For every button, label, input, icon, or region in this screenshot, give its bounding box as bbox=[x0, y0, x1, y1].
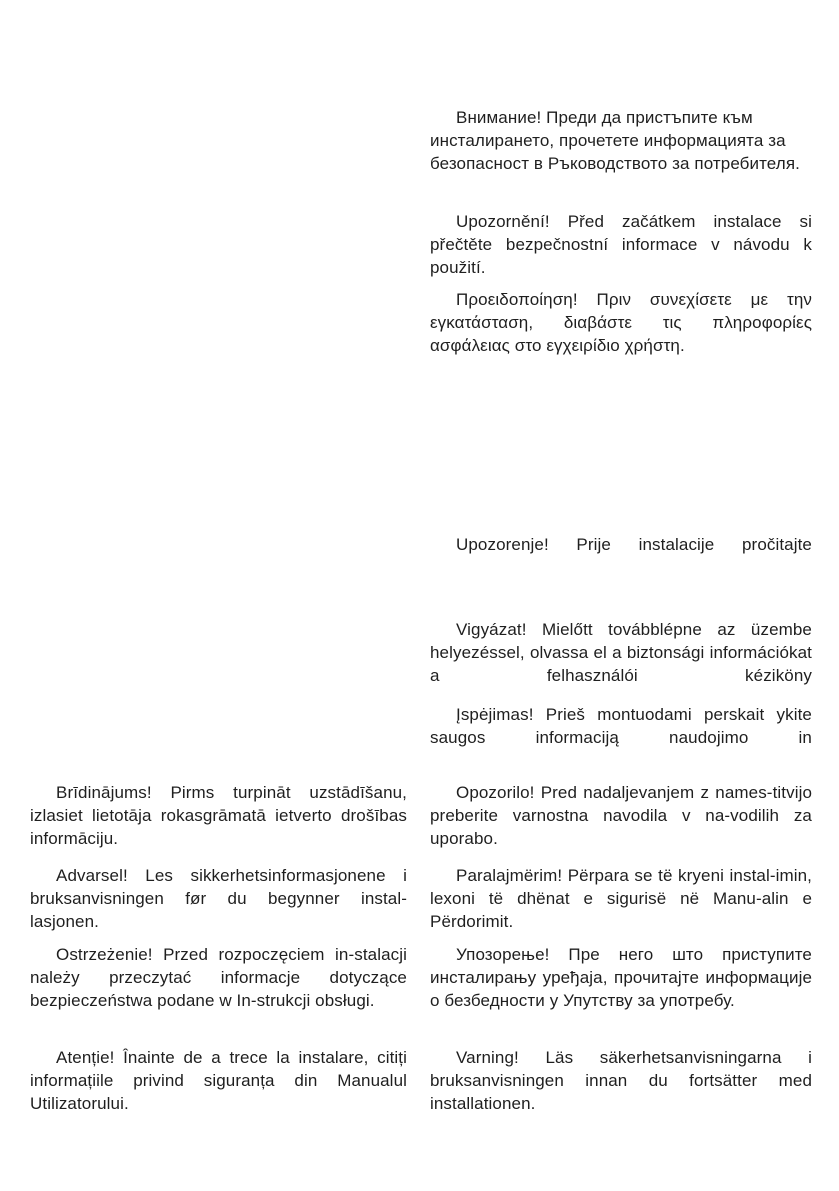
warning-latvian: Brīdinājums! Pirms turpināt uzstādīšanu, izlasiet lietotāja rokasgrāmatā ietverto drošības informāciju. bbox=[30, 783, 407, 848]
warning-czech: Upozornění! Před začátkem instalace si přečtěte bezpečnostní informace v návodu k použití. bbox=[430, 212, 812, 277]
warning-lithuanian: Įspėjimas! Prieš montuodami perskait ykite saugos informaciją naudojimo in bbox=[430, 705, 812, 747]
warning-norwegian: Advarsel! Les sikkerhetsinformasjonene i bruksanvisningen før du begynner instal-lasjonen. bbox=[30, 866, 407, 931]
warning-albanian: Paralajmërim! Përpara se të kryeni instal-imin, lexoni të dhënat e sigurisë në Manu-alin e Përdorimit. bbox=[430, 866, 812, 931]
warning-serbian: Упозорење! Пре него што приступите инсталирању уређаја, прочитајте информације о безбедности у Упутству за употребу. bbox=[430, 945, 812, 1010]
warning-swedish: Varning! Läs säkerhetsanvisningarna i bruksanvisningen innan du fortsätter med installationen. bbox=[430, 1048, 812, 1113]
warning-hungarian: Vigyázat! Mielőtt továbblépne az üzembe helyezéssel, olvassa el a biztonsági információkat a felhasználói kéziköny bbox=[430, 620, 812, 685]
warning-greek: Προειδοποίηση! Πριν συνεχίσετε με την εγκατάσταση, διαβάστε τις πληροφορίες ασφάλειας στο εγχειρίδιο χρήστη. bbox=[430, 290, 812, 355]
warning-slovenian: Opozorilo! Pred nadaljevanjem z names-titvijo preberite varnostna navodila v na-vodilih za uporabo. bbox=[430, 783, 812, 848]
warning-romanian: Atenție! Înainte de a trece la instalare, citiți informațiile privind siguranța din Manualul Utilizatorului. bbox=[30, 1048, 407, 1113]
warning-bulgarian: Внимание! Преди да пристъпите към инсталирането, прочетете информацията за безопасност в Ръководството за потребителя. bbox=[430, 108, 800, 173]
warning-croatian: Upozorenje! Prije instalacije pročitajte bbox=[456, 535, 812, 554]
warning-polish: Ostrzeżenie! Przed rozpoczęciem in-stalacji należy przeczytać informacje dotyczące bezpieczeństwa podane w In-strukcji obsługi. bbox=[30, 945, 407, 1010]
